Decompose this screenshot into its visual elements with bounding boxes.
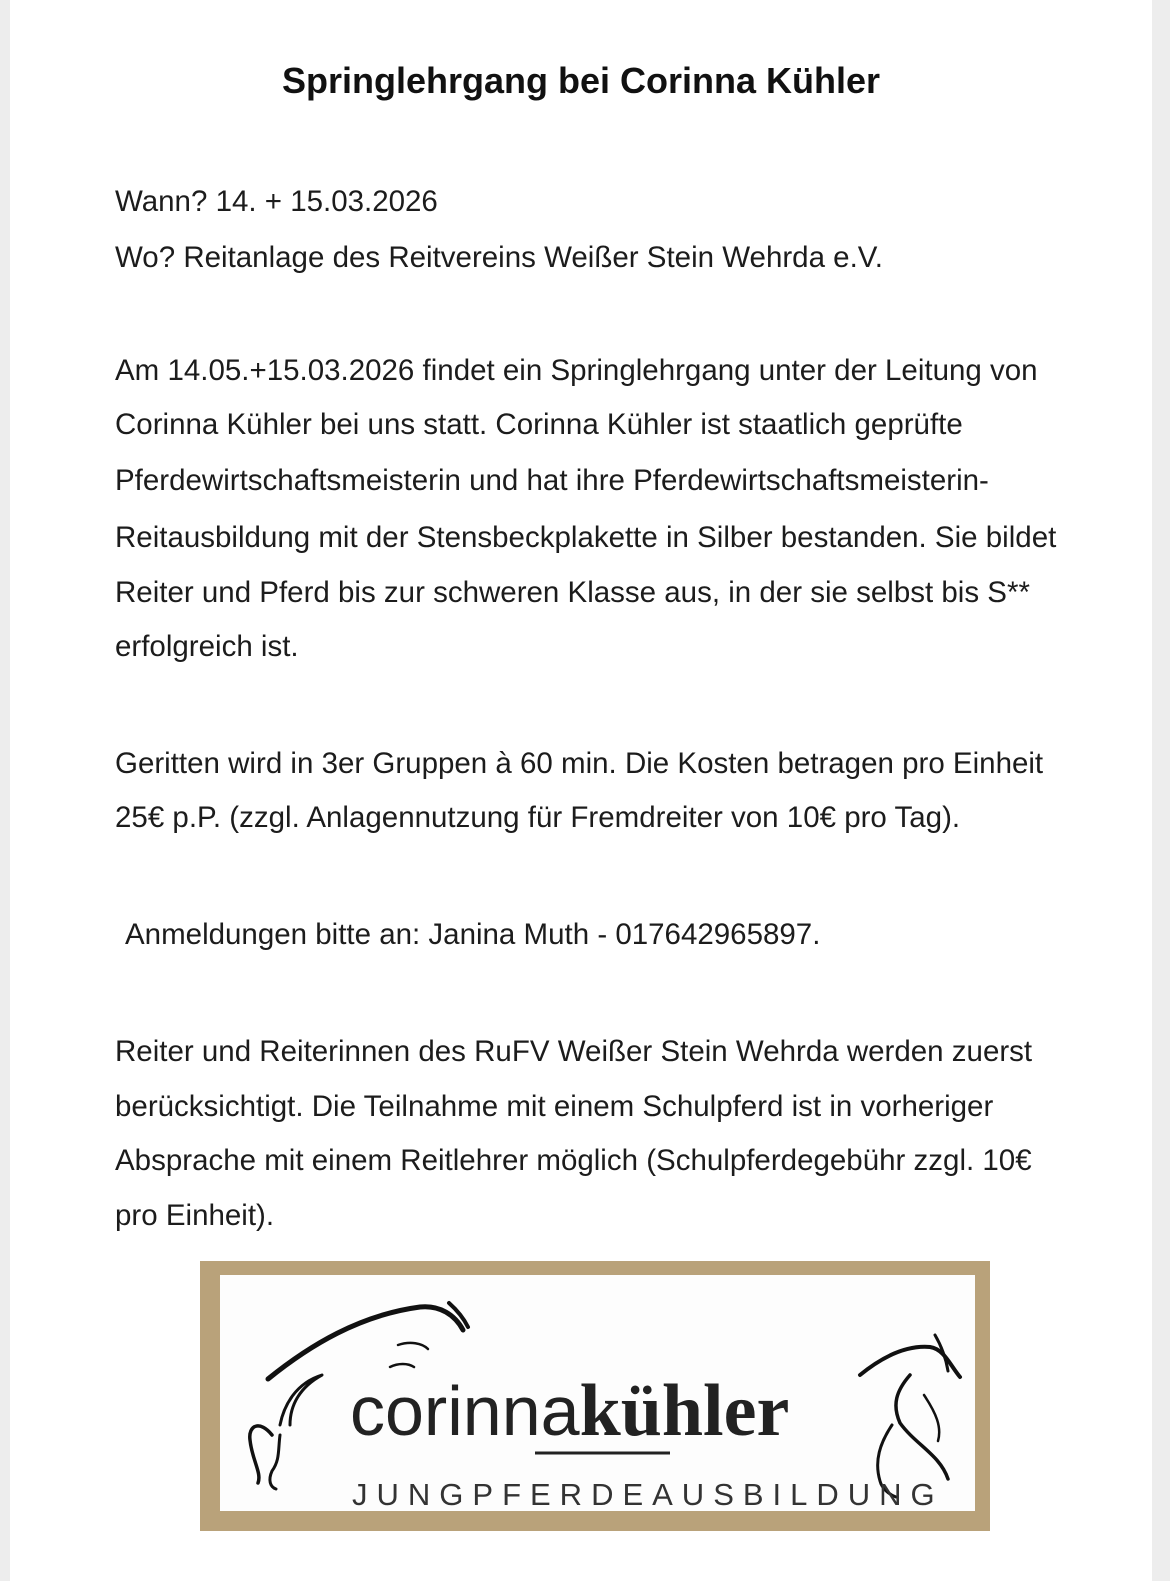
- svg-text:corinnakühler: [350, 1370, 789, 1452]
- paragraph-1-line: erfolgreich ist.: [115, 630, 299, 663]
- when-line: Wann? 14. + 15.03.2026: [115, 185, 438, 218]
- paragraph-1-line: Reiter und Pferd bis zur schweren Klasse aus, in der sie selbst bis S**: [115, 576, 1030, 609]
- paragraph-1-line: Am 14.05.+15.03.2026 findet ein Springlehrgang unter der Leitung von: [115, 354, 1038, 387]
- registration-line: Anmeldungen bitte an: Janina Muth - 017642965897.: [125, 918, 821, 951]
- paragraph-2-line: 25€ p.P. (zzgl. Anlagennutzung für Fremdreiter von 10€ pro Tag).: [115, 801, 961, 834]
- paragraph-3-line: Absprache mit einem Reitlehrer möglich (Schulpferdegebühr zzgl. 10€: [115, 1144, 1032, 1177]
- document-page: [10, 0, 1152, 1581]
- paragraph-1-line: Corinna Kühler bei uns statt. Corinna Kühler ist staatlich geprüfte: [115, 408, 963, 441]
- paragraph-3-line: pro Einheit).: [115, 1199, 275, 1232]
- paragraph-1-line: Pferdewirtschaftsmeisterin und hat ihre Pferdewirtschaftsmeisterin-: [115, 464, 989, 497]
- page-title: Springlehrgang bei Corinna Kühler: [281, 60, 881, 101]
- logo: [220, 1275, 975, 1511]
- paragraph-3-line: Reiter und Reiterinnen des RuFV Weißer Stein Wehrda werden zuerst: [115, 1035, 1033, 1068]
- where-line: Wo? Reitanlage des Reitvereins Weißer Stein Wehrda e.V.: [115, 241, 883, 274]
- logo-tagline: JUNGPFERDEAUSBILDUNG: [352, 1477, 944, 1511]
- paragraph-1-line: Reitausbildung mit der Stensbeckplakette in Silber bestanden. Sie bildet: [115, 521, 1057, 554]
- logo-name-bold: kühler: [579, 1370, 790, 1452]
- paragraph-2-line: Geritten wird in 3er Gruppen à 60 min. Die Kosten betragen pro Einheit: [115, 747, 1044, 780]
- horse-silhouette-icon: [220, 1275, 975, 1511]
- paragraph-3-line: berücksichtigt. Die Teilnahme mit einem Schulpferd ist in vorheriger: [115, 1090, 994, 1123]
- logo-frame: [200, 1261, 990, 1531]
- logo-name-light: corinna: [350, 1372, 580, 1450]
